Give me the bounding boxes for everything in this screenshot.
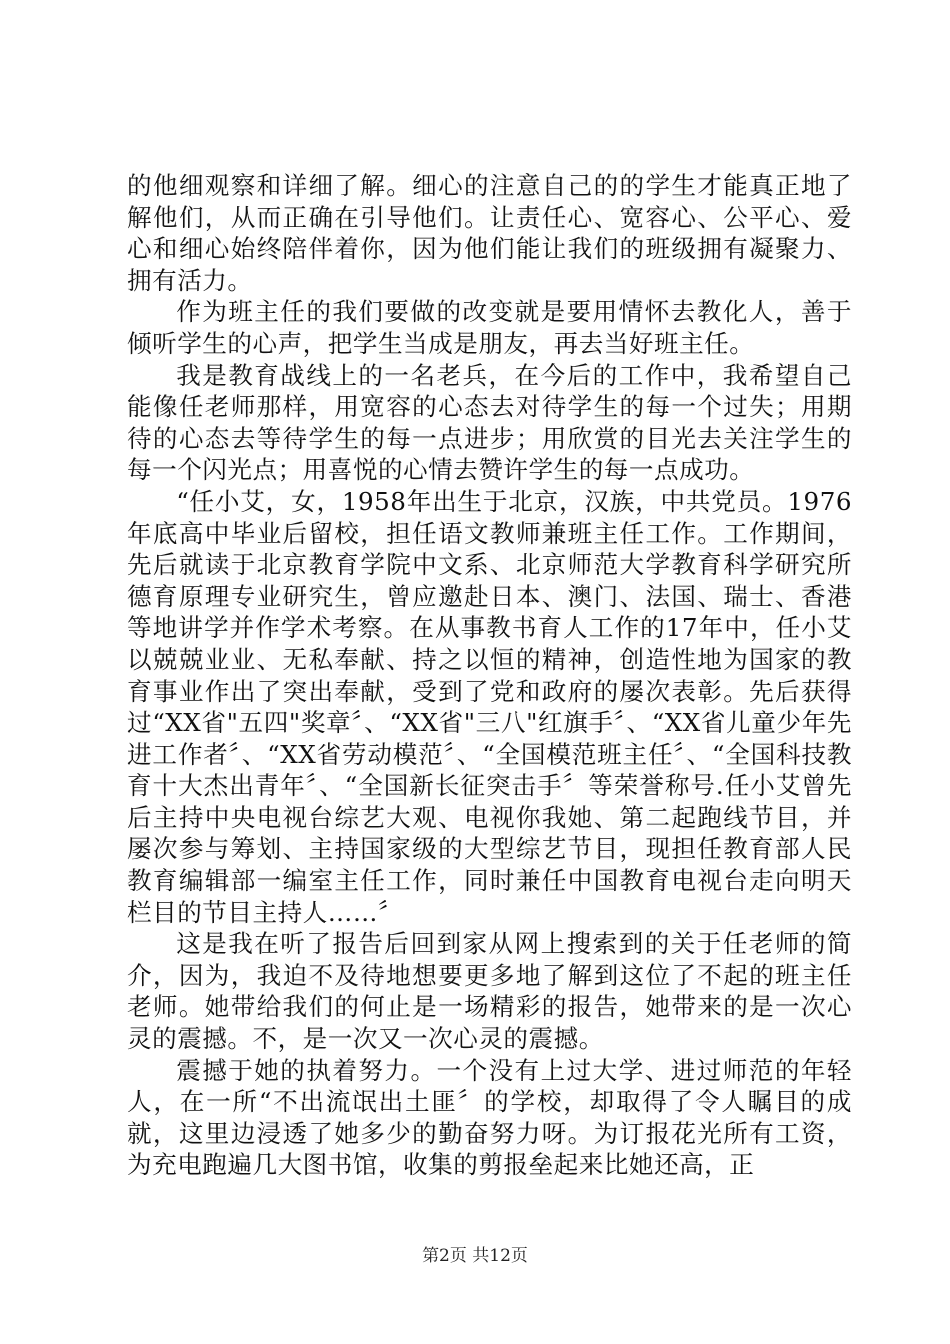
- page-footer: 第2页 共12页: [422, 1246, 528, 1266]
- paragraph-4: “任小艾，女，1958年出生于北京，汉族，中共党员。1976年底高中毕业后留校，担任语文教师兼班主任工作。工作期间，先后就读于北京教育学院中文系、北京师范大学教育科学研究所德育原理专业研究生，曾应邀赴日本、澳门、法国、瑞士、香港等地讲学并作学术考察。在从事教书育人工作的17年中，任小艾以兢兢业业、无私奉献、持之以恒的精神，创造性地为国家的教育事业作出了突出奉献，受到了党和政府的屡次表彰。先后获得过“XX省"五四"奖章〞、“XX省"三八"红旗手〞、“XX省儿童少年先进工作者〞、“XX省劳动模范〞、“全国模范班主任〞、“全国科技教育十大杰出青年〞、“全国新长征突击手〞等荣誉称号.任小艾曾先后主持中央电视台综艺大观、电视你我她、第二起跑线节目，并屡次参与筹划、主持国家级的大型综艺节目，现担任教育部人民教育编辑部一编室主任工作，同时兼任中国教育电视台走向明天栏目的节目主持人……〞: [127, 486, 852, 927]
- document-body: [127, 170, 852, 1181]
- paragraph-6: 震撼于她的执着努力。一个没有上过大学、进过师范的年轻人，在一所“不出流氓出土匪〞的学校，却取得了令人瞩目的成就，这里边浸透了她多少的勤奋努力呀。为订报花光所有工资，为充电跑遍几大图书馆，收集的剪报垒起来比她还高，正: [127, 1055, 852, 1180]
- paragraph-1: 的他细观察和详细了解。细心的注意自己的的学生才能真正地了解他们，从而正确在引导他们。让责任心、宽容心、公平心、爱心和细心始终陪伴着你，因为他们能让我们的班级拥有凝聚力、拥有活力。: [127, 171, 852, 295]
- paragraph-2: 作为班主任的我们要做的改变就是要用情怀去教化人，善于倾听学生的心声，把学生当成是朋友，再去当好班主任。: [127, 297, 852, 358]
- paragraph-5: 这是我在听了报告后回到家从网上搜索到的关于任老师的简介，因为，我迫不及待地想要更多地了解到这位了不起的班主任老师。她带给我们的何止是一场精彩的报告，她带来的是一次心灵的震撼。不，是一次又一次心灵的震撼。: [127, 929, 852, 1054]
- paragraph-3: 我是教育战线上的一名老兵，在今后的工作中，我希望自己能像任老师那样，用宽容的心态去对待学生的每一个过失；用期待的心态去等待学生的每一点进步；用欣赏的目光去关注学生的每一个闪光点；用喜悦的心情去赞许学生的每一点成功。: [127, 360, 852, 485]
